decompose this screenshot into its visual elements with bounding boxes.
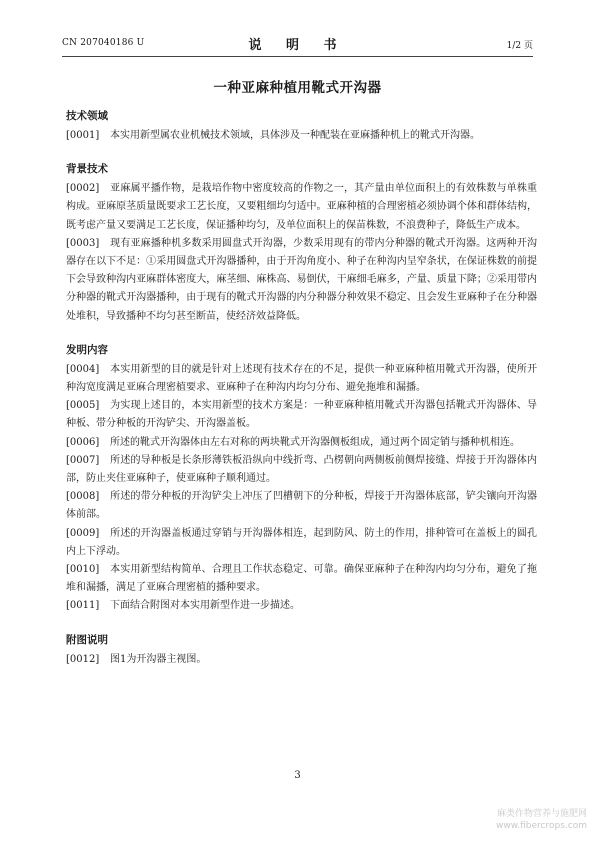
paragraph-number: [0006] [66, 436, 100, 448]
paragraph [66, 434, 537, 452]
paragraph [66, 127, 537, 145]
paragraph [66, 597, 537, 615]
paragraph [66, 561, 537, 597]
paragraph-number: [0012] [66, 653, 100, 665]
page-indicator: 1/2 页 [506, 41, 533, 51]
document-type-title: 说 明 书 [248, 38, 347, 53]
paragraph-text: 本实用新型的目的就是针对上述现有技术存在的不足，提供一种亚麻种植用靴式开沟器，使所开种沟宽度满足亚麻合理密植要求、亚麻种子在种沟内均匀分布、避免拖堆和漏播。 [66, 363, 537, 394]
section-heading: 附图说明 [66, 633, 108, 646]
watermark-line: 麻类作物营养与施肥网 [496, 809, 587, 819]
page-header [62, 34, 533, 54]
paragraph-number: [0002] [66, 183, 100, 195]
paragraph-number: [0010] [66, 564, 100, 576]
paragraph [66, 361, 537, 397]
paragraph [66, 452, 537, 488]
paragraph-number: [0007] [66, 454, 100, 466]
paragraph-text: 所述的靴式开沟器体由左右对称的两块靴式开沟器侧板组成，通过两个固定销与播种机相连。 [110, 436, 520, 448]
paragraph [66, 180, 537, 235]
paragraph-text: 所述的带分种板的开沟铲尖上冲压了凹槽朝下的分种板，焊接于开沟器体底部，铲尖镶向开沟器体前部。 [66, 491, 537, 521]
paragraph-number: [0011] [66, 600, 100, 612]
paragraph-text: 本实用新型属农业机械技术领域，具体涉及一种配装在亚麻播种机上的靴式开沟器。 [110, 130, 480, 141]
section-heading: 背景技术 [66, 163, 108, 176]
section-heading: 发明内容 [66, 343, 108, 356]
paragraph-number: [0009] [66, 527, 100, 539]
section-heading: 技术领域 [66, 110, 108, 122]
watermark [459, 808, 587, 832]
page-number: 3 [294, 770, 301, 781]
paragraph-number: [0008] [66, 491, 100, 503]
section-summary [66, 342, 537, 616]
paragraph [66, 397, 537, 433]
paragraph [66, 525, 537, 561]
paragraph-text: 所述的开沟器盖板通过穿销与开沟器体相连，起到防风、防土的作用，排种管可在盖板上的圆孔内上下浮动。 [66, 527, 537, 557]
paragraph-number: [0005] [66, 400, 100, 412]
watermark-line: www.fibercrops.com [496, 821, 587, 831]
paragraph-number: [0004] [66, 363, 100, 375]
section-background [66, 161, 537, 326]
section-drawings [66, 632, 537, 669]
paragraph-number: [0001] [66, 130, 100, 141]
paragraph-text: 本实用新型结构简单、合理且工作状态稳定、可靠。确保亚麻种子在种沟内均匀分布，避免了拖堆和漏播，满足了亚麻合理密植的播种要求。 [66, 564, 537, 594]
header-divider [62, 56, 533, 57]
publication-number: CN 207040186 U [62, 38, 145, 48]
paragraph [66, 651, 537, 669]
paragraph-number: [0003] [66, 237, 100, 249]
paragraph-text: 亚麻属平播作物，是栽培作物中密度较高的作物之一，其产量由单位面积上的有效株数与单株重构成。亚麻原茎质量既要求工艺长度，又要粗细均匀适中。亚麻种植的合理密植必须协调个体和群体结构，既考虑产量又要满足工艺长度，保证播种均匀，及单位面积上的保苗株数，不浪费种子，降低生产成本。 [66, 183, 537, 231]
document-title: 一种亚麻种植用靴式开沟器 [213, 80, 382, 96]
paragraph [66, 235, 537, 326]
paragraph-text: 现有亚麻播种机多数采用圆盘式开沟器，少数采用现有的带内分种器的靴式开沟器。这两种开沟器存在以下不足：①采用圆盘式开沟器播种，由于开沟角度小、种子在种沟内呈窄条状，在保证株数的前提下会导致种沟内亚麻群体密度大，麻茎细、麻株高、易倒伏，干麻细毛麻多，产量、质量下降；②采用带内分种器的靴式开沟器播种，由于现有的靴式开沟器的内分种器分种效果不稳定、且会发生亚麻种子在分种器处堆积，导致播种不均匀甚至断苗，使经济效益降低。 [66, 237, 537, 322]
paragraph-text: 下面结合附图对本实用新型作进一步描述。 [110, 600, 300, 612]
paragraph-text: 所述的导种板是长条形薄铁板沿纵向中线折弯、凸楞朝向两侧板前侧焊接缝、焊接于开沟器体内部，防止夹住亚麻种子，使亚麻种子顺利通过。 [66, 454, 537, 485]
paragraph-text: 图1为开沟器主视图。 [110, 653, 207, 665]
section-technical-field [66, 108, 537, 145]
paragraph-text: 为实现上述目的，本实用新型的技术方案是：一种亚麻种植用靴式开沟器包括靴式开沟器体、导种板、带分种板的开沟铲尖、开沟器盖板。 [66, 400, 537, 430]
document-body [66, 108, 537, 685]
paragraph [66, 488, 537, 524]
